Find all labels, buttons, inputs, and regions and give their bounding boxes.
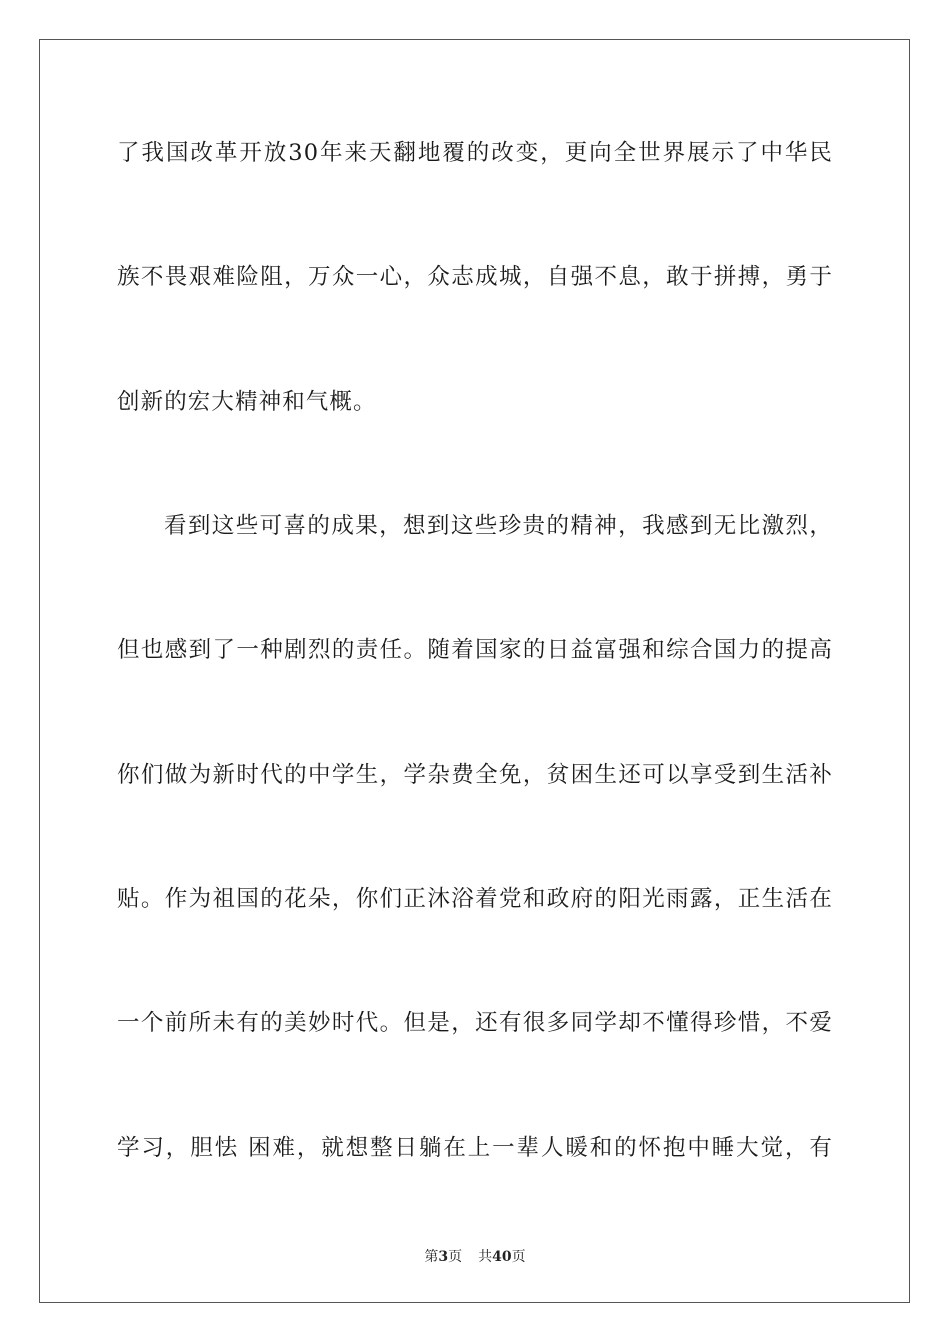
page-border (39, 39, 910, 1303)
text-line-4-paragraph-start: 看到这些可喜的成果，想到这些珍贵的精神，我感到无比激烈， (164, 513, 833, 539)
text-line-7: 贴。作为祖国的花朵，你们正沐浴着党和政府的阳光雨露，正生活在 (117, 886, 833, 912)
text-line-1: 了我国改革开放30年来天翻地覆的改变，更向全世界展示了中华民 (117, 140, 833, 166)
total-pages-number: 40 (492, 1249, 512, 1265)
total-pages-indicator: 共40页 (478, 1249, 526, 1265)
text-line-8: 一个前所未有的美妙时代。但是，还有很多同学却不懂得珍惜，不爱 (117, 1010, 833, 1036)
text-line-3: 创新的宏大精神和气概。 (117, 389, 377, 415)
page-footer (0, 1248, 950, 1266)
text-line-2: 族不畏艰难险阻，万众一心，众志成城，自强不息，敢于拼搏，勇于 (117, 264, 833, 290)
page-indicator: 第3页 (424, 1249, 463, 1265)
text-line-6: 你们做为新时代的中学生，学杂费全免，贫困生还可以享受到生活补 (117, 762, 833, 788)
text-line-5: 但也感到了一种剧烈的责任。随着国家的日益富强和综合国力的提高 (117, 637, 833, 663)
current-page-number: 3 (438, 1249, 449, 1265)
text-line-9: 学习，胆怯 困难，就想整日躺在上一辈人暖和的怀抱中睡大觉，有 (117, 1135, 833, 1161)
